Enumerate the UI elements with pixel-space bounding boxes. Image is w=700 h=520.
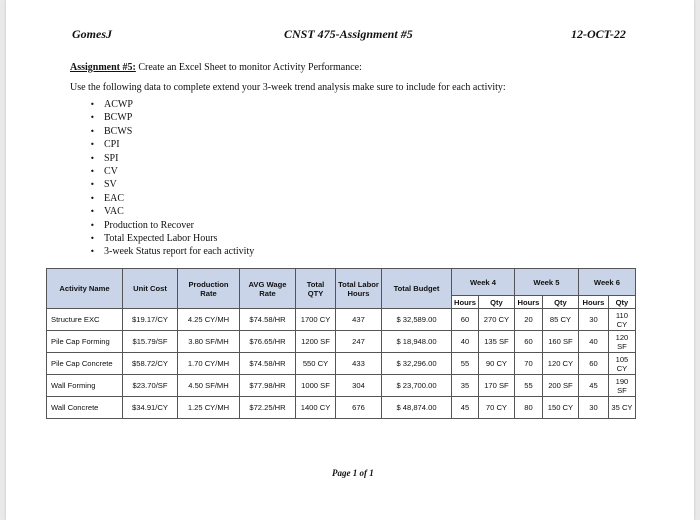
sub-header-hours: Hours: [578, 296, 608, 309]
list-item: • VAC: [90, 205, 254, 218]
assignment-task: Create an Excel Sheet to monitor Activity Performance:: [138, 62, 362, 73]
list-item: • BCWP: [90, 111, 254, 124]
list-item: • SV: [90, 178, 254, 191]
list-item: • CPI: [90, 138, 254, 151]
cell-week4-hours: 45: [452, 397, 479, 419]
cell-total-qty: 1200 SF: [296, 331, 336, 353]
cell-week5-qty: 160 SF: [542, 331, 578, 353]
cell-week5-hours: 20: [514, 309, 542, 331]
cell-total-budget: $ 48,874.00: [382, 397, 452, 419]
cell-labor-hours: 247: [336, 331, 382, 353]
col-header-week-4: Week 4: [452, 269, 515, 296]
cell-labor-hours: 676: [336, 397, 382, 419]
cell-activity: Wall Concrete: [47, 397, 123, 419]
cell-week4-qty: 70 CY: [478, 397, 514, 419]
cell-total-budget: $ 32,589.00: [382, 309, 452, 331]
table-row: [47, 353, 636, 375]
assignment-label: Assignment #5:: [70, 62, 136, 73]
cell-total-qty: 1000 SF: [296, 375, 336, 397]
cell-wage-rate: $74.58/HR: [240, 309, 296, 331]
cell-production-rate: 4.25 CY/MH: [178, 309, 240, 331]
table-row: [47, 331, 636, 353]
cell-week4-qty: 170 SF: [478, 375, 514, 397]
cell-week5-hours: 70: [514, 353, 542, 375]
cell-week5-qty: 120 CY: [542, 353, 578, 375]
cell-week6-qty: 35 CY: [608, 397, 635, 419]
col-header-production-rate: Production Rate: [178, 269, 240, 309]
cell-week6-hours: 40: [578, 331, 608, 353]
cell-activity: Pile Cap Concrete: [47, 353, 123, 375]
sub-header-hours: Hours: [452, 296, 479, 309]
cell-week4-qty: 270 CY: [478, 309, 514, 331]
cell-wage-rate: $76.65/HR: [240, 331, 296, 353]
col-header-unit-cost: Unit Cost: [123, 269, 178, 309]
cell-week4-hours: 55: [452, 353, 479, 375]
cell-week4-hours: 60: [452, 309, 479, 331]
cell-labor-hours: 437: [336, 309, 382, 331]
cell-total-budget: $ 18,948.00: [382, 331, 452, 353]
cell-week5-qty: 200 SF: [542, 375, 578, 397]
cell-week4-qty: 135 SF: [478, 331, 514, 353]
cell-week6-hours: 30: [578, 309, 608, 331]
cell-production-rate: 3.80 SF/MH: [178, 331, 240, 353]
cell-week4-qty: 90 CY: [478, 353, 514, 375]
col-header-week-6: Week 6: [578, 269, 635, 296]
col-header-total-qty: Total QTY: [296, 269, 336, 309]
assignment-title: [70, 62, 362, 73]
cell-week5-hours: 55: [514, 375, 542, 397]
activity-performance-table: [46, 268, 636, 419]
cell-activity: Wall Forming: [47, 375, 123, 397]
sub-header-qty: Qty: [542, 296, 578, 309]
cell-unit-cost: $15.79/SF: [123, 331, 178, 353]
col-header-activity: Activity Name: [47, 269, 123, 309]
cell-week6-qty: 110 CY: [608, 309, 635, 331]
table-row: [47, 309, 636, 331]
cell-activity: Structure EXC: [47, 309, 123, 331]
col-header-wage-rate: AVG Wage Rate: [240, 269, 296, 309]
list-item: • SPI: [90, 152, 254, 165]
cell-activity: Pile Cap Forming: [47, 331, 123, 353]
cell-unit-cost: $34.91/CY: [123, 397, 178, 419]
list-item: • BCWS: [90, 125, 254, 138]
document-page: [6, 0, 694, 520]
sub-header-qty: Qty: [608, 296, 635, 309]
col-header-week-5: Week 5: [514, 269, 578, 296]
table-row: [47, 397, 636, 419]
cell-labor-hours: 304: [336, 375, 382, 397]
cell-wage-rate: $74.58/HR: [240, 353, 296, 375]
sub-header-qty: Qty: [478, 296, 514, 309]
cell-week4-hours: 40: [452, 331, 479, 353]
list-item: • Total Expected Labor Hours: [90, 232, 254, 245]
sub-header-hours: Hours: [514, 296, 542, 309]
cell-week5-qty: 150 CY: [542, 397, 578, 419]
cell-wage-rate: $72.25/HR: [240, 397, 296, 419]
list-item: • 3-week Status report for each activity: [90, 245, 254, 258]
cell-total-budget: $ 32,296.00: [382, 353, 452, 375]
col-header-total-budget: Total Budget: [382, 269, 452, 309]
page-number: Page 1 of 1: [332, 468, 374, 478]
cell-wage-rate: $77.98/HR: [240, 375, 296, 397]
cell-production-rate: 1.25 CY/MH: [178, 397, 240, 419]
cell-unit-cost: $19.17/CY: [123, 309, 178, 331]
assignment-intro: Use the following data to complete extend your 3-week trend analysis make sure to include for each activity:: [70, 82, 506, 93]
cell-total-qty: 1700 CY: [296, 309, 336, 331]
cell-total-qty: 1400 CY: [296, 397, 336, 419]
header-date: 12-OCT-22: [571, 27, 626, 41]
cell-week5-hours: 60: [514, 331, 542, 353]
cell-week4-hours: 35: [452, 375, 479, 397]
cell-unit-cost: $23.70/SF: [123, 375, 178, 397]
cell-week5-hours: 80: [514, 397, 542, 419]
cell-total-qty: 550 CY: [296, 353, 336, 375]
cell-week6-hours: 30: [578, 397, 608, 419]
cell-labor-hours: 433: [336, 353, 382, 375]
cell-week6-hours: 60: [578, 353, 608, 375]
cell-production-rate: 4.50 SF/MH: [178, 375, 240, 397]
header-author: GomesJ: [72, 27, 112, 41]
table-row: [47, 375, 636, 397]
cell-week6-qty: 190 SF: [608, 375, 635, 397]
list-item: • CV: [90, 165, 254, 178]
cell-total-budget: $ 23,700.00: [382, 375, 452, 397]
cell-week6-qty: 120 SF: [608, 331, 635, 353]
col-header-labor-hours: Total Labor Hours: [336, 269, 382, 309]
list-item: • ACWP: [90, 98, 254, 111]
header-course: CNST 475-Assignment #5: [284, 27, 413, 41]
requirements-list: [90, 98, 254, 259]
cell-week5-qty: 85 CY: [542, 309, 578, 331]
cell-production-rate: 1.70 CY/MH: [178, 353, 240, 375]
list-item: • Production to Recover: [90, 219, 254, 232]
cell-week6-hours: 45: [578, 375, 608, 397]
cell-unit-cost: $58.72/CY: [123, 353, 178, 375]
cell-week6-qty: 105 CY: [608, 353, 635, 375]
list-item: • EAC: [90, 192, 254, 205]
